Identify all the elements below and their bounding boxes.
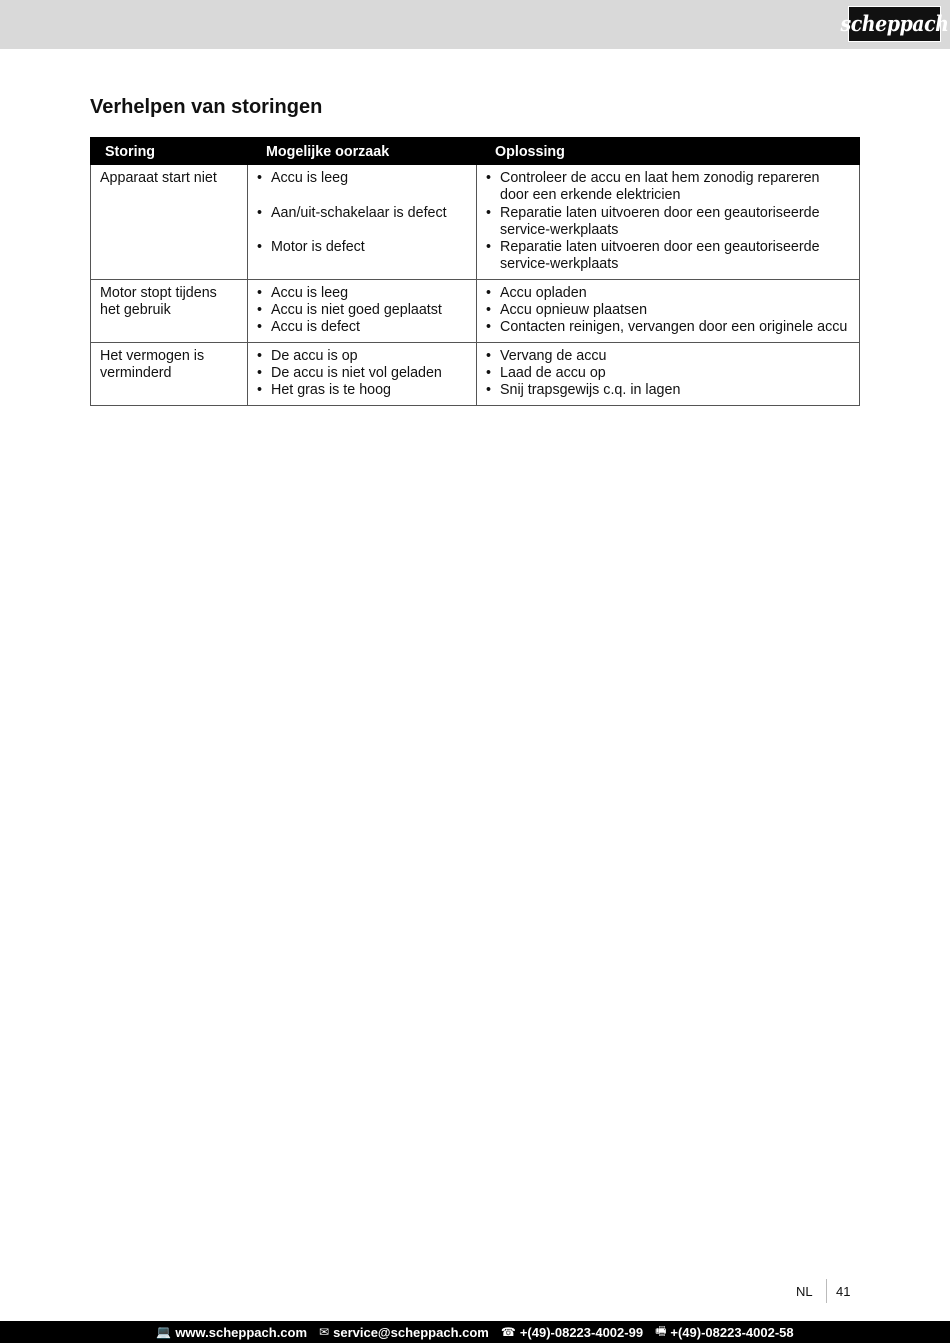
table-row — [91, 165, 860, 280]
solution-list — [486, 170, 851, 274]
list-item: • Reparatie laten uitvoeren door een geautoriseerde service-werkplaats — [486, 239, 851, 274]
footer-fax — [655, 1322, 794, 1343]
solution-cell — [477, 279, 860, 342]
footer-fax-text: +(49)-08223-4002-58 — [670, 1324, 794, 1340]
footer-email-text: service@scheppach.com — [333, 1324, 489, 1340]
list-item: • Aan/uit-schakelaar is defect — [257, 205, 468, 222]
footer-website[interactable] — [156, 1325, 307, 1340]
list-item: • Accu is leeg — [257, 170, 468, 187]
list-item: • Reparatie laten uitvoeren door een geautoriseerde service-werkplaats — [486, 205, 851, 240]
footer-website-text: www.scheppach.com — [175, 1324, 308, 1340]
list-item: • Accu opladen — [486, 285, 851, 302]
fault-cell: Apparaat start niet — [91, 165, 248, 280]
page-divider — [826, 1279, 827, 1303]
phone-icon: ☎ — [500, 1325, 516, 1339]
fault-cell: Motor stopt tijdens het gebruik — [91, 279, 248, 342]
list-item: • Snij trapsgewijs c.q. in lagen — [486, 382, 851, 399]
solution-list — [486, 348, 851, 400]
table-row — [91, 342, 860, 405]
footer-bar — [0, 1321, 950, 1343]
fault-cell: Het vermogen is verminderd — [91, 342, 248, 405]
solution-cell — [477, 165, 860, 280]
cause-list — [257, 285, 468, 337]
page-title: Verhelpen van storingen — [90, 96, 323, 118]
cause-cell — [248, 279, 477, 342]
list-item: • Accu is leeg — [257, 285, 468, 302]
list-item: • Accu is defect — [257, 319, 468, 336]
cause-cell — [248, 165, 477, 280]
cause-list — [257, 170, 468, 256]
column-header-cause: Mogelijke oorzaak — [248, 138, 477, 165]
list-item: • Accu is niet goed geplaatst — [257, 302, 468, 319]
list-item: • Contacten reinigen, vervangen door een originele accu — [486, 319, 851, 336]
list-item: • Motor is defect — [257, 239, 468, 256]
list-item: • Controleer de accu en laat hem zonodig repareren door een erkende elektricien — [486, 170, 851, 205]
footer-phone-text: +(49)-08223-4002-99 — [519, 1324, 644, 1340]
solution-list — [486, 285, 851, 337]
list-item: • Accu opnieuw plaatsen — [486, 302, 851, 319]
computer-icon: 💻 — [156, 1325, 172, 1339]
footer-phone — [501, 1325, 643, 1340]
footer-email[interactable] — [319, 1325, 489, 1340]
table-header-row — [91, 138, 860, 165]
list-item: • De accu is op — [257, 348, 468, 365]
solution-cell — [477, 342, 860, 405]
list-item: • Laad de accu op — [486, 365, 851, 382]
table-row — [91, 279, 860, 342]
page-language: NL — [796, 1284, 813, 1299]
fax-icon: 🖷 — [655, 1323, 667, 1338]
envelope-icon: ✉ — [319, 1325, 330, 1339]
header-band — [0, 0, 950, 49]
column-header-solution: Oplossing — [477, 138, 860, 165]
cause-list — [257, 348, 468, 400]
list-item: • De accu is niet vol geladen — [257, 365, 468, 382]
cause-cell — [248, 342, 477, 405]
list-item: • Vervang de accu — [486, 348, 851, 365]
column-header-fault: Storing — [91, 138, 248, 165]
page-number: 41 — [836, 1284, 851, 1299]
brand-logo — [840, 6, 949, 42]
troubleshooting-table — [90, 137, 860, 406]
brand-logo-text: scheppach — [840, 11, 949, 37]
list-item: • Het gras is te hoog — [257, 382, 468, 399]
